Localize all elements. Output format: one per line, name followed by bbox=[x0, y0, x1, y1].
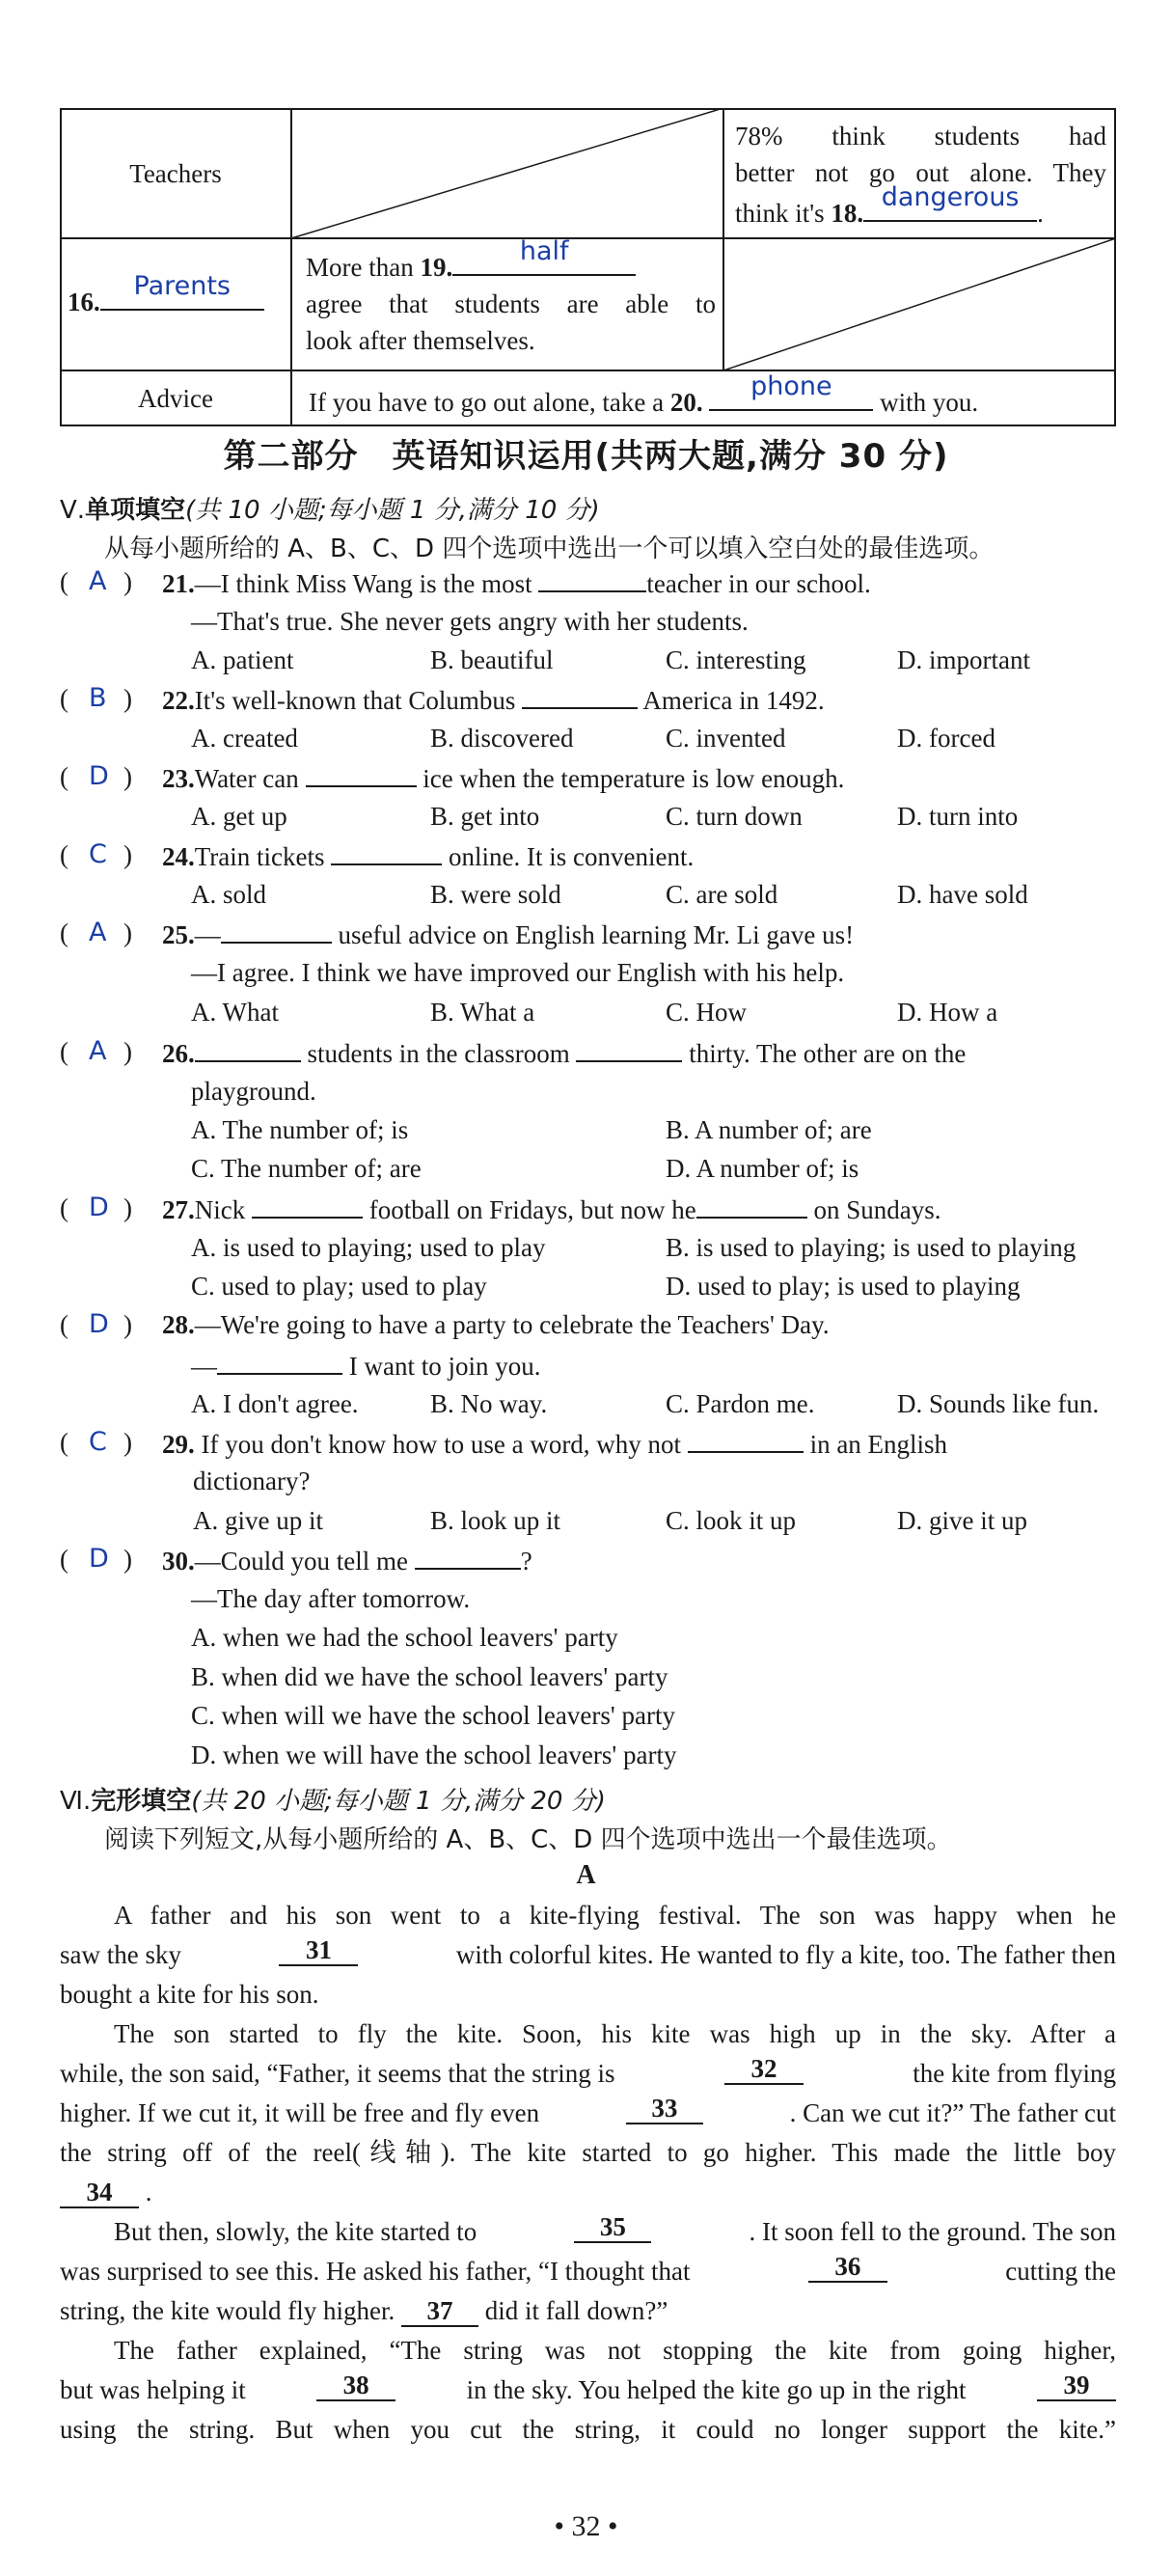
answer-letter: D bbox=[89, 1544, 109, 1574]
answer-letter: A bbox=[89, 1036, 107, 1066]
question-23 bbox=[162, 762, 844, 794]
question-number: 21. bbox=[162, 569, 195, 598]
cloze-blank-36[interactable]: 36 bbox=[808, 2252, 887, 2283]
passage-line bbox=[60, 2370, 1116, 2410]
blank[interactable] bbox=[221, 918, 332, 944]
question-28 bbox=[162, 1310, 830, 1340]
question-text: — bbox=[194, 920, 221, 949]
text: did it fall down?” bbox=[484, 2296, 668, 2325]
option-b[interactable]: B. What a bbox=[430, 998, 535, 1027]
blank[interactable] bbox=[576, 1037, 682, 1062]
part-title: 第二部分 英语知识运用(共两大题,满分 30 分) bbox=[223, 437, 949, 476]
text: cutting the bbox=[1005, 2257, 1116, 2286]
question-21 bbox=[162, 567, 871, 599]
option-d[interactable]: D. give it up bbox=[897, 1506, 1027, 1535]
parents-line-1 bbox=[306, 236, 716, 286]
question-text: It's well-known that Columbus bbox=[194, 686, 516, 715]
page-number: • 32 • bbox=[554, 2510, 618, 2542]
answer-letter: A bbox=[89, 566, 107, 596]
passage-line: bought a kite for his son. bbox=[60, 1980, 319, 2009]
option-c[interactable]: C. are sold bbox=[666, 880, 778, 909]
question-text: online. It is convenient. bbox=[449, 842, 695, 871]
section-6-name: 完形填空 bbox=[91, 1787, 192, 1816]
question-26 bbox=[162, 1037, 966, 1069]
question-text: Train tickets bbox=[194, 842, 325, 871]
question-26-cont: playground. bbox=[191, 1077, 316, 1106]
option-a[interactable]: A. The number of; is bbox=[191, 1115, 409, 1144]
blank-number-19: 19. bbox=[420, 253, 453, 282]
option-b[interactable]: B. A number of; are bbox=[666, 1115, 872, 1144]
teachers-line-2: better not go out alone. They bbox=[735, 158, 1106, 187]
cloze-blank-37[interactable]: 37 bbox=[401, 2296, 478, 2327]
blank-16[interactable] bbox=[100, 271, 264, 311]
answer-letter: B bbox=[89, 683, 107, 713]
section-6-instruction: 阅读下列短文,从每小题所给的 A、B、C、D 四个选项中选出一个最佳选项。 bbox=[104, 1825, 952, 1854]
option-a[interactable]: A. sold bbox=[191, 880, 267, 909]
option-c[interactable]: C. invented bbox=[666, 724, 786, 753]
answer-letter: A bbox=[89, 918, 107, 947]
advice-text-b: with you. bbox=[880, 388, 979, 417]
survey-table bbox=[60, 108, 1116, 426]
cloze-blank-32[interactable]: 32 bbox=[724, 2054, 804, 2085]
section-5-num: Ⅴ. bbox=[60, 496, 86, 525]
question-text: If you don't know how to use a word, why not bbox=[201, 1430, 682, 1459]
question-text: Nick bbox=[194, 1195, 246, 1224]
option-d[interactable]: D. have sold bbox=[897, 880, 1028, 909]
question-25-reply: —I agree. I think we have improved our English with his help. bbox=[191, 958, 845, 987]
option-c[interactable]: C. How bbox=[666, 998, 748, 1027]
passage-line: The father explained, “The string was not stopping the kite from going higher, bbox=[114, 2336, 1116, 2365]
row-teachers-label bbox=[60, 108, 291, 238]
passage-paragraph-4 bbox=[60, 2331, 1116, 2450]
text: with colorful kites. He wanted to fly a kite, too. The father then bbox=[455, 1940, 1116, 1969]
text: was surprised to see this. He asked his father, “I thought that bbox=[60, 2257, 691, 2286]
blank[interactable] bbox=[252, 1193, 363, 1219]
question-text: — bbox=[191, 1352, 217, 1381]
option-d[interactable]: D. Sounds like fun. bbox=[897, 1389, 1100, 1418]
answer-letter: C bbox=[89, 839, 107, 869]
question-text: thirty. The other are on the bbox=[689, 1039, 967, 1068]
answer-20: phone bbox=[750, 371, 832, 401]
option-b[interactable]: B. look up it bbox=[430, 1506, 561, 1535]
text: while, the son said, “Father, it seems that the string is bbox=[60, 2059, 615, 2088]
passage-label: A bbox=[576, 1860, 596, 1890]
text: string, the kite would fly higher. bbox=[60, 2296, 395, 2325]
question-number: 22. bbox=[162, 686, 195, 715]
cloze-blank-34[interactable]: 34 bbox=[60, 2178, 139, 2208]
parents-opinion bbox=[306, 236, 716, 359]
cloze-blank-33[interactable]: 33 bbox=[626, 2094, 703, 2124]
answer-letter: D bbox=[89, 1309, 109, 1339]
blank-18[interactable] bbox=[863, 182, 1037, 222]
question-text: in an English bbox=[809, 1430, 948, 1459]
teachers-opinion bbox=[735, 118, 1106, 232]
cloze-blank-38[interactable]: 38 bbox=[316, 2370, 395, 2401]
option-b[interactable]: B. were sold bbox=[430, 880, 561, 909]
teachers-line-1: 78% think students had bbox=[735, 122, 1106, 151]
blank[interactable] bbox=[696, 1193, 807, 1219]
question-27 bbox=[162, 1193, 940, 1225]
text: . bbox=[145, 2178, 152, 2206]
option-d[interactable]: D. A number of; is bbox=[666, 1154, 859, 1183]
question-text: useful advice on English learning Mr. Li gave us! bbox=[338, 920, 855, 949]
period: . bbox=[1037, 199, 1044, 228]
text: the kite from flying bbox=[913, 2059, 1116, 2088]
answer-letter: D bbox=[89, 761, 109, 791]
blank-number-16: 16. bbox=[68, 288, 100, 316]
answer-letter: C bbox=[89, 1427, 107, 1457]
worksheet-page: Teachers 78% think students had better not go out alone. They think it's 18. dangerous . 16. Parents More than 19. half agree that students are able to look after themselves. Advice If you have to go out alone, take a 20. phone with you. 第二部分 英语知识运用(共两大题,满分 30 分) Ⅴ.单项填空(共 10 小题;每小题 1 分,满分 10 分) 从每小题所给的 A、B、C、D 四个选项中选出一个可以填入空白处的最佳选项。 ( A ) 21.—I think Miss Wang is the most teacher in our school. —That's true. She never gets angry with her students. A. patient B. beautiful C. interesting D. important ( B ) 22.It's well-known that Columbus America in 1492. A. created B. discovered C. invented D. forced ( D ) 23.Water can ice when the temperature is low enough. A. get up B. get into C. turn down D. turn into ( C ) 24.Train tickets online. It is convenient. A. sold B. were sold C. are sold D. have sold ( A ) 25.— useful advice on English learning Mr. Li gave us! —I agree. I think we have improved our English with his help. A. What B. What a C. How D. How a ( A ) 26. students in the classroom thirty. The other are on the playground. A. The number of; is B. A number of; are C. The number of; are D. A number of; is ( D ) 27.Nick football on Fridays, but now he on Sundays. A. is used to playing; used to play B. is used to playing; is used to playing C. used to play; used to play D. used to play; is used to playing ( D ) 28.—We're going to have a party to celebrate the Teachers' Day. — I want to join you. A. I don't agree. B. No way. C. Pardon me. D. Sounds like fun. ( C ) 29. If you don't know how to use a word, why not in an English dictionary? A. give up it B. look up it C. look it up D. give it up ( D ) 30.—Could you tell me ? —The day after tomorrow. A. when we had the school leavers' party B. when did we have the school leavers' party C. when will we have the school leavers' party D. when we will have the school leavers' party Ⅵ.完形填空(共 20 小题;每小题 1 分,满分 20 分) 阅读下列短文,从每小题所给的 A、B、C、D 四个选项中选出一个最佳选项。 A A father and his son went to a kite-flying festival. The son was happy when he saw the sky 31 with colorful kites. He wanted to fly a kite, too. The father then bought a kite for his son. The son started to fly the kite. Soon, his kite was high up in the sky. After a while, the son said, “Father, it seems that the string is 32 the kite from flying higher. If we cut it, it will be free and fly even 33 . Can we cut it?” The father cut the string off of the reel(线轴). The kite started to go higher. This made the little boy 34 . But then, slowly, the kite started to 35 . It soon fell to the ground. The son was surprised to see this. He asked his father, “I thought that 36 cutting the string, the kite would fly higher. 37 did it fall down?” The father explained, “The string was not stopping the kite from going higher, but was helping it 38 in the sky. You helped the kite go up in the right 39 using the string. But when you cut the string, it could no longer support the kite.” • 32 • bbox=[0, 0, 1172, 2576]
cloze-blank-35[interactable]: 35 bbox=[574, 2212, 651, 2243]
question-number: 24. bbox=[162, 842, 195, 871]
blank[interactable] bbox=[331, 840, 442, 865]
option-b[interactable]: B. when did we have the school leavers' party bbox=[191, 1662, 668, 1691]
question-text: ice when the temperature is low enough. bbox=[422, 764, 845, 793]
passage-line bbox=[60, 2173, 1116, 2212]
passage-line: using the string. But when you cut the string, it could no longer support the kite.” bbox=[60, 2415, 1116, 2444]
question-number: 25. bbox=[162, 920, 195, 949]
section-5-title bbox=[60, 490, 600, 526]
section-5-instruction: 从每小题所给的 A、B、C、D 四个选项中选出一个可以填入空白处的最佳选项。 bbox=[104, 534, 995, 563]
question-text: —I think Miss Wang is the most bbox=[194, 569, 532, 598]
option-a[interactable]: A. What bbox=[191, 998, 279, 1027]
option-c[interactable]: C. The number of; are bbox=[191, 1154, 422, 1183]
question-29-cont: dictionary? bbox=[193, 1466, 311, 1495]
question-29 bbox=[162, 1428, 947, 1460]
blank[interactable] bbox=[415, 1545, 521, 1570]
blank[interactable] bbox=[217, 1350, 342, 1375]
advice-text-a: If you have to go out alone, take a bbox=[309, 388, 665, 417]
passage-line bbox=[60, 2054, 1116, 2094]
teachers-label: Teachers bbox=[129, 158, 222, 188]
question-22 bbox=[162, 684, 825, 716]
question-text: students in the classroom bbox=[307, 1039, 570, 1068]
parents-line-2: agree that students are able to bbox=[306, 289, 716, 318]
question-text: ? bbox=[520, 1547, 532, 1576]
advice-label: Advice bbox=[138, 384, 213, 413]
passage-paragraph-3 bbox=[60, 2212, 1116, 2331]
question-24 bbox=[162, 840, 694, 872]
option-c[interactable]: C. Pardon me. bbox=[666, 1389, 815, 1418]
question-30 bbox=[162, 1545, 532, 1576]
advice-text bbox=[309, 371, 1109, 421]
section-6-num: Ⅵ. bbox=[60, 1787, 92, 1816]
option-b[interactable]: B. is used to playing; is used to playing bbox=[666, 1233, 1077, 1262]
option-a[interactable]: A. I don't agree. bbox=[191, 1389, 359, 1418]
passage-line bbox=[60, 1935, 1116, 1975]
cloze-blank-31[interactable]: 31 bbox=[279, 1935, 358, 1966]
row-parents-label bbox=[68, 271, 289, 320]
option-d[interactable]: D. How a bbox=[897, 998, 998, 1027]
question-number: 27. bbox=[162, 1195, 195, 1224]
answer-letter: D bbox=[89, 1192, 109, 1222]
option-a[interactable]: A. patient bbox=[191, 645, 294, 674]
option-b[interactable]: B. No way. bbox=[430, 1389, 548, 1418]
question-text: teacher in our school. bbox=[646, 569, 871, 598]
question-text: I want to join you. bbox=[348, 1352, 541, 1381]
option-a[interactable]: A. is used to playing; used to play bbox=[191, 1233, 546, 1262]
option-d[interactable]: D. important bbox=[897, 645, 1030, 674]
option-b[interactable]: B. beautiful bbox=[430, 645, 554, 674]
option-c[interactable]: C. interesting bbox=[666, 645, 806, 674]
blank[interactable] bbox=[538, 567, 646, 592]
section-5-name: 单项填空 bbox=[85, 496, 186, 525]
blank-number-20: 20. bbox=[669, 388, 703, 417]
passage-line: The son started to fly the kite. Soon, his kite was high up in the sky. After a bbox=[114, 2019, 1116, 2048]
blank-number-18: 18. bbox=[831, 199, 864, 228]
question-text: —We're going to have a party to celebrate the Teachers' Day. bbox=[194, 1310, 830, 1339]
question-text: on Sundays. bbox=[813, 1195, 941, 1224]
question-text: America in 1492. bbox=[642, 686, 825, 715]
answer-18: dangerous bbox=[881, 182, 1020, 212]
question-number: 26. bbox=[162, 1039, 195, 1068]
option-a[interactable]: A. get up bbox=[191, 802, 287, 831]
option-d[interactable]: D. when we will have the school leavers' party bbox=[191, 1740, 677, 1769]
question-30-reply: —The day after tomorrow. bbox=[191, 1584, 471, 1613]
text-think-its: think it's bbox=[735, 199, 825, 228]
question-number: 30. bbox=[162, 1547, 195, 1576]
blank-19[interactable] bbox=[452, 236, 636, 276]
parents-line-3: look after themselves. bbox=[306, 326, 535, 355]
text: saw the sky bbox=[60, 1940, 181, 1969]
question-number: 29. bbox=[162, 1430, 195, 1459]
question-text: Water can bbox=[194, 764, 299, 793]
text: But then, slowly, the kite started to bbox=[114, 2217, 477, 2246]
option-c[interactable]: C. turn down bbox=[666, 802, 803, 831]
passage-line bbox=[60, 2094, 1116, 2133]
blank[interactable] bbox=[195, 1037, 301, 1062]
section-6-note: (共 20 小题;每小题 1 分,满分 20 分) bbox=[191, 1787, 606, 1816]
question-number: 23. bbox=[162, 764, 195, 793]
question-25 bbox=[162, 918, 854, 950]
cloze-blank-39[interactable]: 39 bbox=[1037, 2370, 1116, 2401]
option-c[interactable]: C. when will we have the school leavers' party bbox=[191, 1701, 675, 1730]
section-5-note: (共 10 小题;每小题 1 分,满分 10 分) bbox=[185, 496, 600, 525]
option-b[interactable]: B. discovered bbox=[430, 724, 574, 753]
answer-19: half bbox=[519, 236, 569, 266]
text: . Can we cut it?” The father cut bbox=[789, 2098, 1116, 2127]
text: . It soon fell to the ground. The son bbox=[749, 2217, 1116, 2246]
blank[interactable] bbox=[522, 684, 638, 709]
question-28-reply bbox=[191, 1350, 540, 1382]
passage-line bbox=[60, 2252, 1116, 2291]
teachers-line-3 bbox=[735, 182, 1106, 232]
passage-paragraph-2 bbox=[60, 2014, 1116, 2212]
text: higher. If we cut it, it will be free and fly even bbox=[60, 2098, 540, 2127]
option-a[interactable]: A. give up it bbox=[193, 1506, 323, 1535]
blank-20[interactable] bbox=[709, 371, 873, 411]
text: but was helping it bbox=[60, 2375, 246, 2404]
row-advice-label bbox=[60, 370, 291, 426]
passage-line: A father and his son went to a kite-flying festival. The son was happy when he bbox=[114, 1901, 1116, 1930]
answer-16: Parents bbox=[133, 271, 231, 301]
option-b[interactable]: B. get into bbox=[430, 802, 540, 831]
question-21-reply: —That's true. She never gets angry with her students. bbox=[191, 607, 749, 636]
passage-line bbox=[60, 2291, 1116, 2331]
option-d[interactable]: D. forced bbox=[897, 724, 995, 753]
blank[interactable] bbox=[306, 762, 417, 787]
question-number: 28. bbox=[162, 1310, 195, 1339]
option-c[interactable]: C. look it up bbox=[666, 1506, 797, 1535]
section-6-title bbox=[60, 1781, 606, 1817]
passage-line: the string off of the reel(线轴). The kite started to go higher. This made the little boy bbox=[60, 2138, 1116, 2167]
question-text: —Could you tell me bbox=[194, 1547, 408, 1576]
option-d[interactable]: D. used to play; is used to playing bbox=[666, 1272, 1021, 1301]
blank[interactable] bbox=[688, 1428, 804, 1453]
text: in the sky. You helped the kite go up in the right bbox=[466, 2375, 967, 2404]
option-d[interactable]: D. turn into bbox=[897, 802, 1019, 831]
option-a[interactable]: A. created bbox=[191, 724, 298, 753]
passage-paragraph-1 bbox=[60, 1896, 1116, 2014]
question-text: football on Fridays, but now he bbox=[368, 1195, 696, 1224]
option-a[interactable]: A. when we had the school leavers' party bbox=[191, 1623, 618, 1652]
text-more-than: More than bbox=[306, 253, 414, 282]
passage-line bbox=[60, 2212, 1116, 2252]
option-c[interactable]: C. used to play; used to play bbox=[191, 1272, 487, 1301]
